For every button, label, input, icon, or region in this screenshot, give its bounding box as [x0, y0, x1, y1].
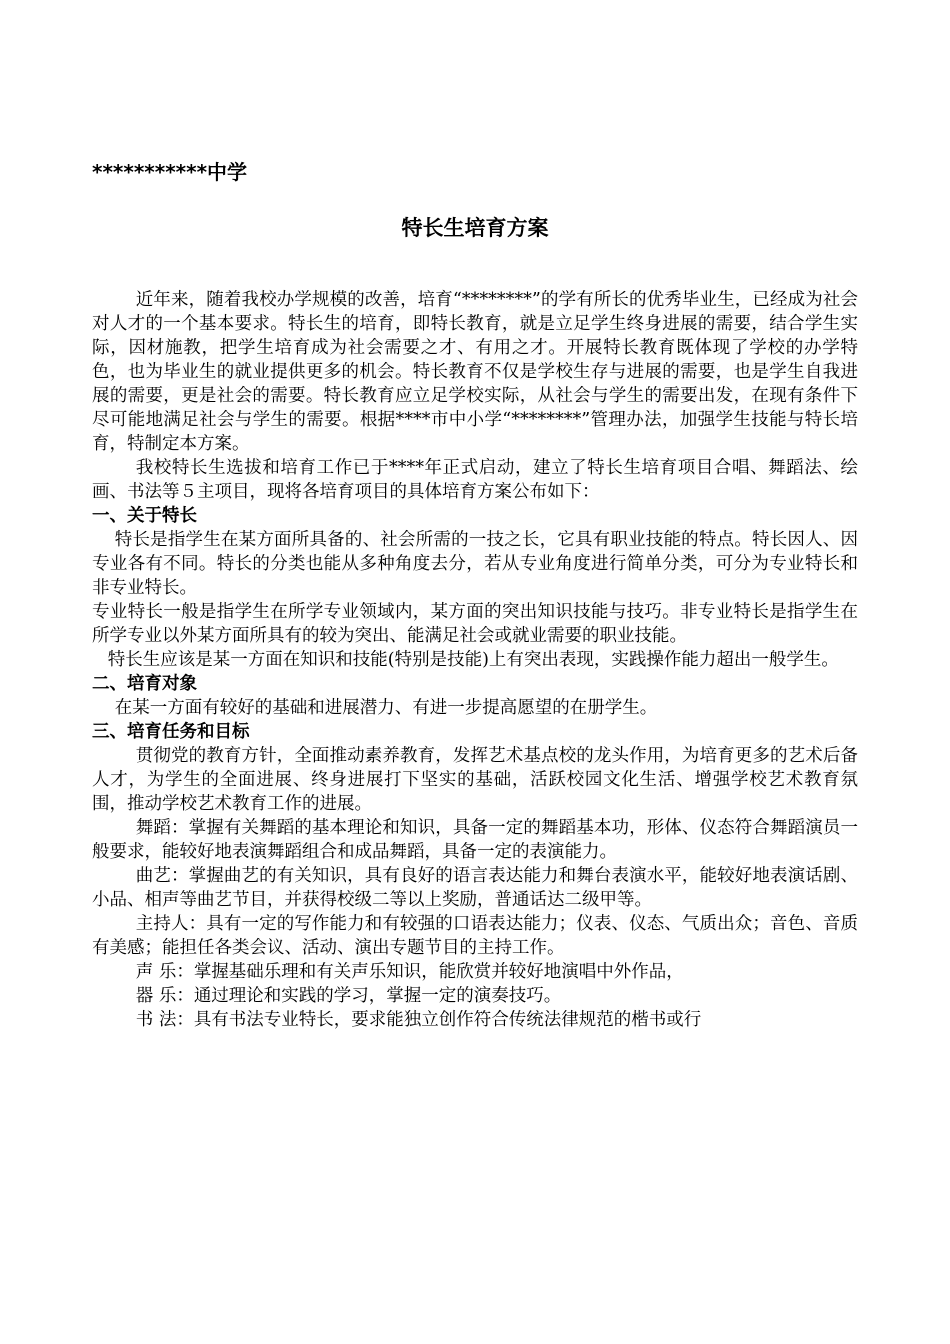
document-page: [92, 152, 858, 1032]
body-paragraph: 主持人：具有一定的写作能力和有较强的口语表达能力；仪表、仪态、气质出众；音色、音质有美感；能担任各类会议、活动、演出专题节目的主持工作。: [92, 914, 858, 958]
body-paragraph: 特长生应该是某一方面在知识和技能(特别是技能)上有突出表现，实践操作能力超出一般学生。: [107, 650, 839, 670]
body-paragraph: 舞蹈：掌握有关舞蹈的基本理论和知识，具备一定的舞蹈基本功，形体、仪态符合舞蹈演员一般要求，能较好地表演舞蹈组合和成品舞蹈，具备一定的表演能力。: [92, 818, 858, 862]
body-paragraph: 特长是指学生在某方面所具备的、社会所需的一技之长，它具有职业技能的特点。特长因人、因专业各有不同。特长的分类也能从多种角度去分，若从专业角度进行简单分类，可分为专业特长和非专业特长。: [92, 530, 858, 598]
section-heading: 一、关于特长: [92, 506, 197, 526]
body-paragraph: 曲艺：掌握曲艺的有关知识，具有良好的语言表达能力和舞台表演水平，能较好地表演话剧、小品、相声等曲艺节目，并获得校级二等以上奖励，普通话达二级甲等。: [92, 866, 858, 910]
section-heading: 二、培育对象: [92, 674, 197, 694]
document-title: 特长生培育方案: [401, 216, 549, 240]
section-heading: 三、培育任务和目标: [92, 722, 250, 742]
intro-paragraph: 近年来，随着我校办学规模的改善，培育“********”的学有所长的优秀毕业生，已经成为社会对人才的一个基本要求。特长生的培育，即特长教育，就是立足学生终身进展的需要，结合学生实际，因材施教，把学生培育成为社会需要之才、有用之才。开展特长教育既体现了学校的办学特色，也为毕业生的就业提供更多的机会。特长教育不仅是学校生存与进展的需要，也是学生自我进展的需要，更是社会的需要。特长教育应立足学校实际，从社会与学生的需要出发，在现有条件下尽可能地满足社会与学生的需要。根据****市中小学“********”管理办法，加强学生技能与特长培育，特制定本方案。: [92, 290, 858, 454]
intro-paragraph: 我校特长生选拔和培育工作已于****年正式启动，建立了特长生培育项目合唱、舞蹈法、绘画、书法等５主项目，现将各培育项目的具体培育方案公布如下：: [92, 458, 858, 502]
document-body: [92, 288, 858, 1032]
school-name: ***********中学: [92, 160, 248, 184]
body-paragraph: 声 乐：掌握基础乐理和有关声乐知识，能欣赏并较好地演唱中外作品，: [135, 962, 684, 982]
body-paragraph: 器 乐：通过理论和实践的学习，掌握一定的演奏技巧。: [135, 986, 562, 1006]
body-paragraph: 贯彻党的教育方针，全面推动素养教育，发挥艺术基点校的龙头作用，为培育更多的艺术后备人才，为学生的全面进展、终身进展打下坚实的基础，活跃校园文化生活、增强学校艺术教育氛围，推动学校艺术教育工作的进展。: [92, 746, 858, 814]
body-paragraph: 专业特长一般是指学生在所学专业领域内，某方面的突出知识技能与技巧。非专业特长是指学生在所学专业以外某方面所具有的较为突出、能满足社会或就业需要的职业技能。: [92, 602, 858, 646]
body-paragraph: 书 法：具有书法专业特长，要求能独立创作符合传统法律规范的楷书或行: [135, 1010, 702, 1030]
body-paragraph: 在某一方面有较好的基础和进展潜力、有进一步提高愿望的在册学生。: [114, 698, 658, 718]
